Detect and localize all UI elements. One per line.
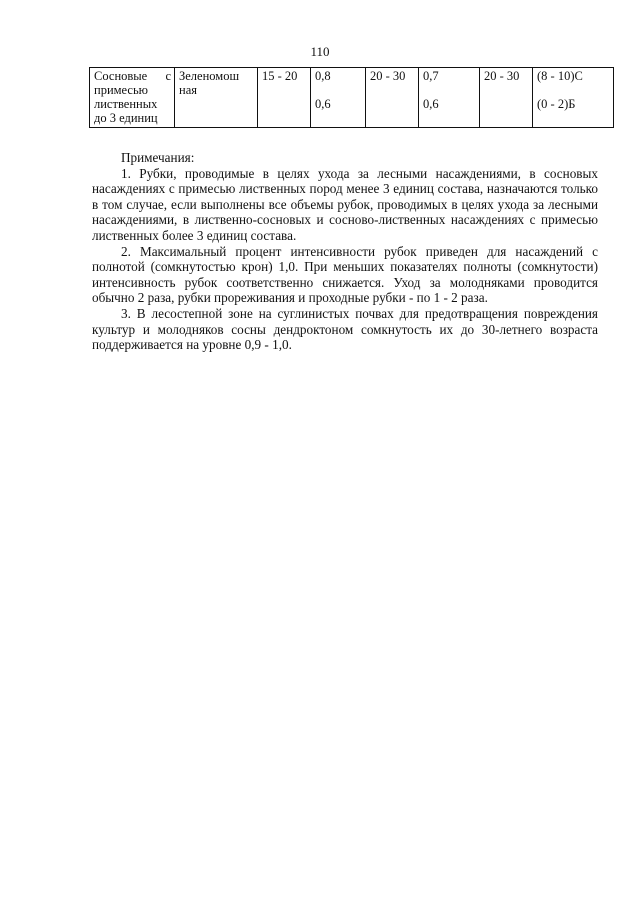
table-row	[90, 68, 614, 128]
forest-thinning-table	[89, 67, 614, 128]
density-cell	[311, 68, 366, 128]
stand-label-preposition: с	[165, 69, 171, 83]
forest-type-line: Зеленомош	[179, 69, 240, 83]
age-range: 15 - 20	[262, 69, 298, 83]
stand-label-line: лиственных	[94, 97, 158, 111]
age-range: 20 - 30	[370, 69, 406, 83]
age-range-cell	[480, 68, 533, 128]
density-value: 0,7	[423, 69, 439, 83]
age-range-cell	[366, 68, 419, 128]
age-range-cell	[258, 68, 311, 128]
composition-value: (8 - 10)С	[537, 69, 583, 83]
note-paragraph: 2. Максимальный процент интенсивности рубок приведен для насаждений с полнотой (сомкнутостью крон) 1,0. При меньших показателях полноты (сомкнутости) интенсивность рубок соответственно снижается. Уход за молодняками проводится обычно 2 раза, рубки прореживания и проходные рубки - по 1 - 2 раза.	[92, 243, 598, 306]
page-number: 110	[310, 44, 330, 59]
stand-label-line: до 3 единиц	[94, 111, 158, 125]
density-value: 0,6	[315, 97, 331, 111]
age-range: 20 - 30	[484, 69, 520, 83]
forest-type-line: ная	[179, 83, 197, 97]
notes-title: Примечания:	[121, 150, 195, 165]
density-value: 0,6	[423, 97, 439, 111]
target-composition-cell	[533, 68, 614, 128]
notes-section	[92, 150, 598, 353]
density-value: 0,8	[315, 69, 331, 83]
note-paragraph: 1. Рубки, проводимые в целях ухода за лесными насаждениями, в сосновых насаждениях с примесью лиственных пород менее 3 единиц состава, назначаются только в том случае, если выполнены все объемы рубок, проводимых в целях ухода за лесными насаждениями, в лиственно-сосновых и сосново-лиственных насаждениях с примесью лиственных более 3 единиц состава.	[92, 165, 598, 243]
stand-label-word: Сосновые	[94, 69, 148, 83]
stand-composition-cell	[90, 68, 175, 128]
composition-value: (0 - 2)Б	[537, 97, 576, 111]
density-cell	[419, 68, 480, 128]
stand-label-line: примесью	[94, 83, 148, 97]
note-paragraph: 3. В лесостепной зоне на суглинистых почвах для предотвращения повреждения культур и молодняков сосны дендроктоном сомкнутость их до 30-летнего возраста поддерживается на уровне 0,9 - 1,0.	[92, 305, 598, 353]
forest-type-cell	[175, 68, 258, 128]
